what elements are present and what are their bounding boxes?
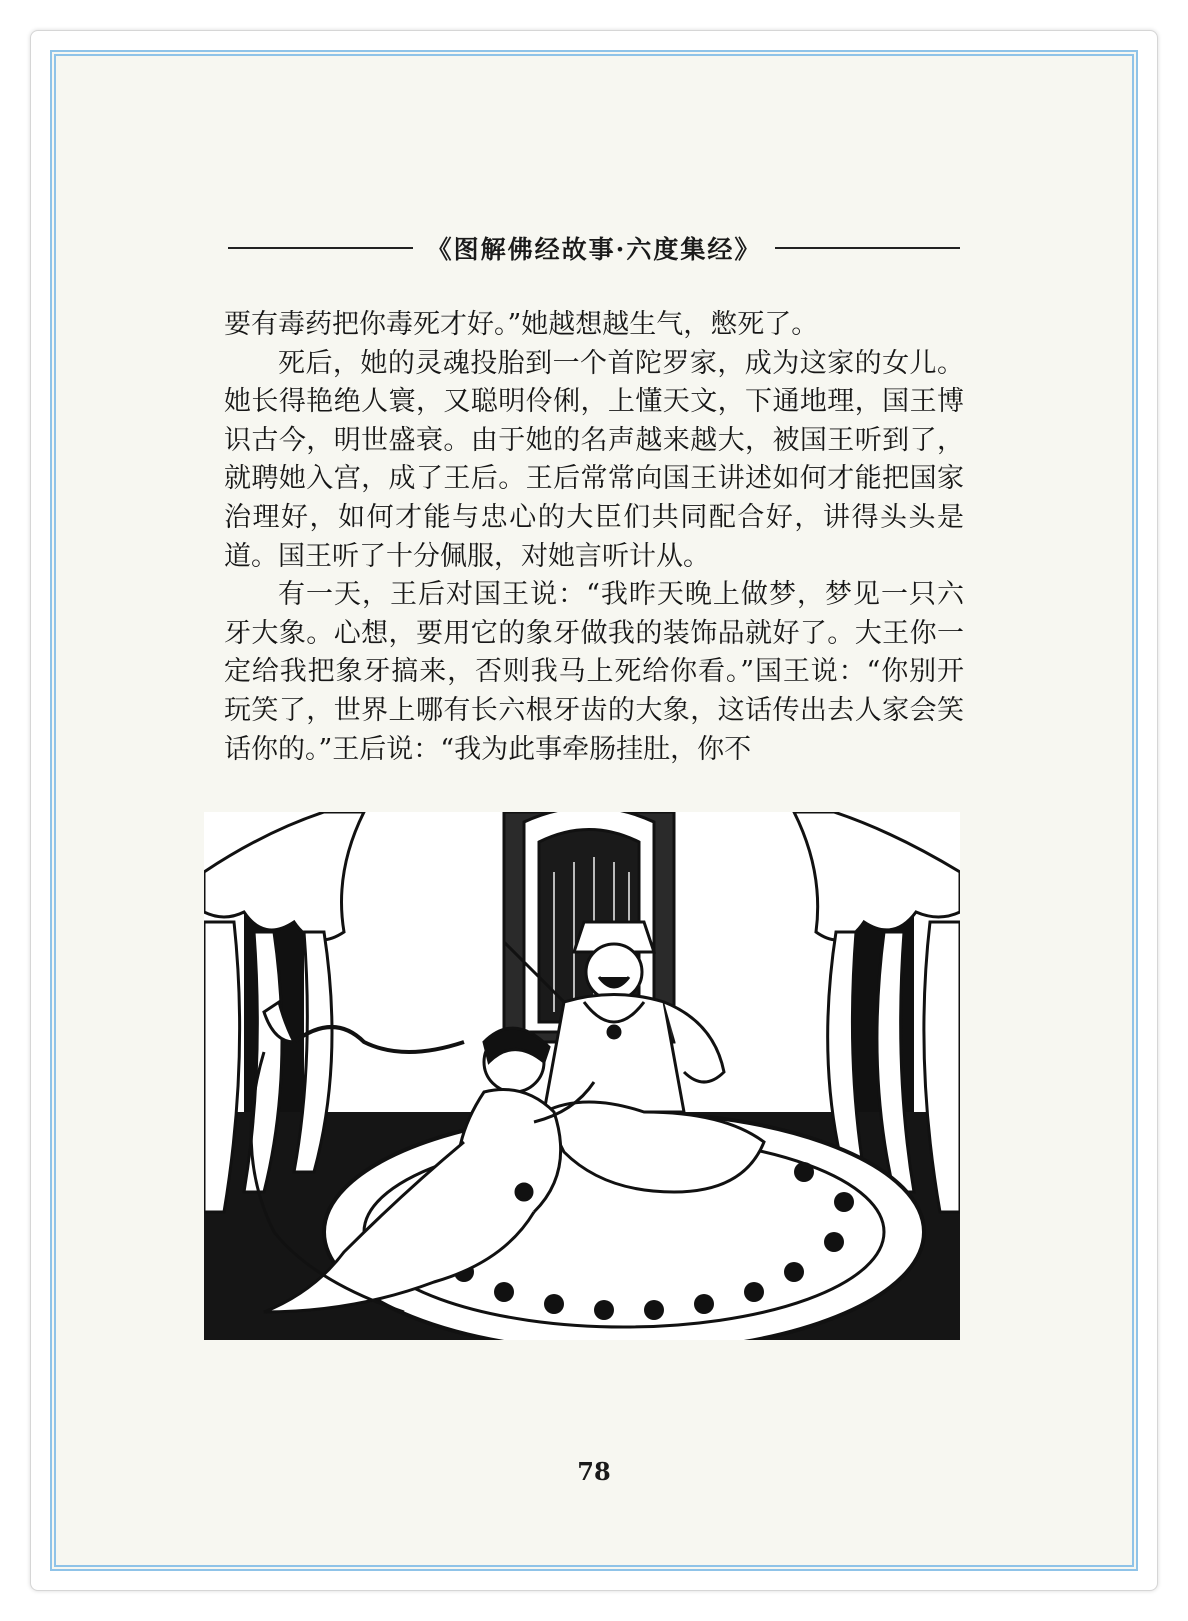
page-border xyxy=(50,50,1138,1571)
page-number: 78 xyxy=(577,1457,611,1486)
paragraph: 死后，她的灵魂投胎到一个首陀罗家，成为这家的女儿。她长得艳绝人寰，又聪明伶俐，上懂天文，下通地理，国王博识古今，明世盛衰。由于她的名声越来越大，被国王听到了，就聘她入宫，成了王后。王后常常向国王讲述如何才能把国家治理好，如何才能与忠心的大臣们共同配合好，讲得头头是道。国王听了十分佩服，对她言听计从。 xyxy=(224,347,964,572)
header-rule-right xyxy=(775,247,960,249)
paragraph: 要有毒药把你毒死才好。”她越想越生气，憋死了。 xyxy=(224,309,819,340)
illustration xyxy=(204,812,960,1340)
header-rule-left xyxy=(228,247,413,249)
paragraph: 有一天，王后对国王说：“我昨天晚上做梦，梦见一只六牙大象。心想，要用它的象牙做我的装饰品就好了。大王你一定给我把象牙搞来，否则我马上死给你看。”国王说：“你别开玩笑了，世界上哪有长六根牙齿的大象，这话传出去人家会笑话你的。”王后说：“我为此事牵肠挂肚，你不 xyxy=(224,579,964,765)
running-header xyxy=(228,228,960,268)
body-text xyxy=(224,306,964,769)
king-and-queen-drawing xyxy=(204,812,960,1340)
book-title: 《图解佛经故事·六度集经》 xyxy=(426,235,762,264)
